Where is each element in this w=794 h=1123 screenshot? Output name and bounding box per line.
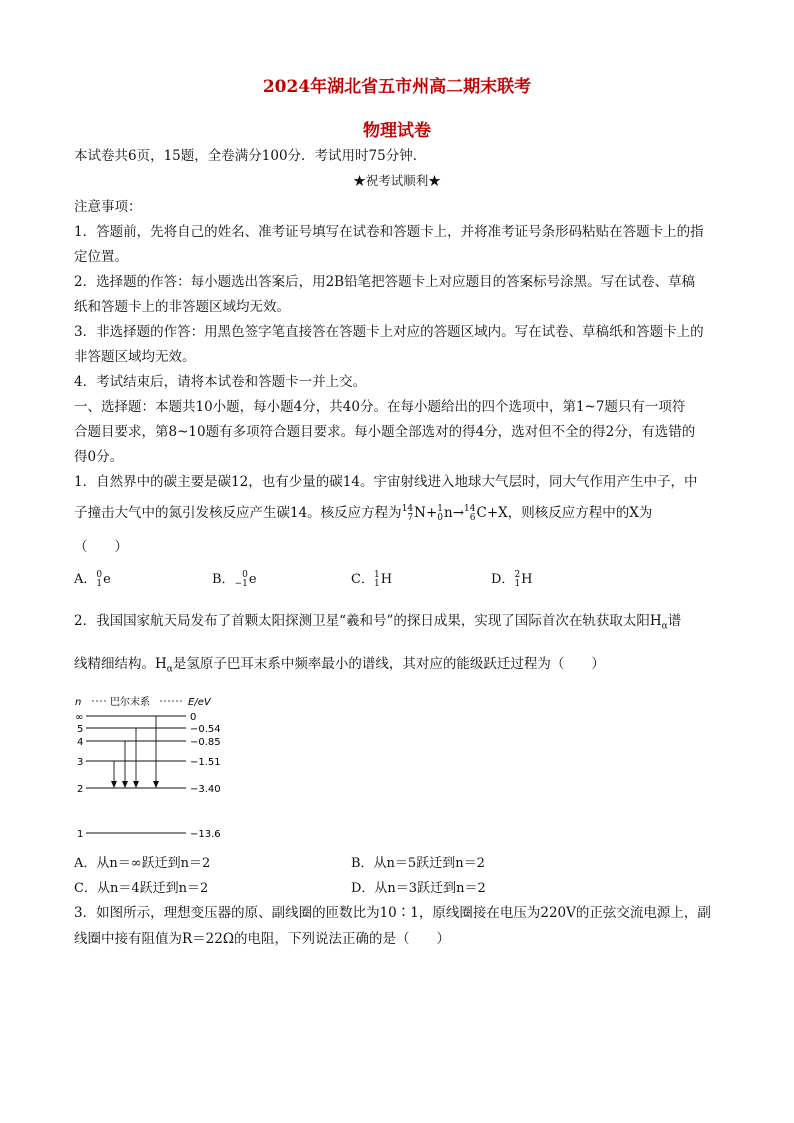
nitrogen-symbol: N (414, 505, 426, 521)
q1-stem-text: 子撞击大气中的氮引发核反应产生碳14。核反应方程为 (74, 505, 402, 521)
q1-option-c[interactable]: C． 1 1 H (351, 569, 393, 589)
q2-option-c[interactable]: C．从n＝4跃迁到n＝2 (74, 881, 209, 896)
notice-line: 2．选择题的作答：每小题选出答案后，用2B铅笔把答题卡上对应题目的答案标号涂黑。写在试卷、草稿 (74, 274, 696, 290)
q1-stem-line2 (74, 503, 724, 523)
svg-text:2: 2 (77, 784, 84, 795)
energy-level-diagram (72, 692, 232, 847)
exam-subtitle: 物理试卷 (363, 121, 431, 141)
svg-text:1: 1 (77, 829, 84, 840)
axis-n-label: n (75, 697, 82, 708)
product-x: +X (486, 505, 508, 521)
transition-arrows (111, 716, 159, 788)
q1-answer-blank: （ ） (74, 539, 128, 555)
q1-stem-tail: ，则核反应方程中的X为 (507, 505, 653, 521)
q1-option-a[interactable]: A． 0 1 e (74, 569, 111, 589)
svg-text:−3.40: −3.40 (190, 784, 221, 795)
neutron-symbol: n (444, 505, 453, 521)
exam-info: 本试卷共6页，15题，全卷满分100分．考试用时75分钟． (74, 148, 427, 164)
level-infinity (75, 712, 196, 723)
nitrogen-nuclide-numbers: 14 7 (401, 503, 414, 523)
notice-line: 4．考试结束后，请将本试卷和答题卡一并上交。 (74, 374, 367, 390)
exam-title: 2024年湖北省五市州高二期末联考 (262, 77, 532, 97)
q3-stem-line2: 线圈中接有阻值为R＝22Ω的电阻，下列说法正确的是（ ） (74, 931, 451, 947)
q2-option-b[interactable]: B．从n＝5跃迁到n＝2 (351, 856, 485, 871)
level-2 (77, 784, 221, 795)
svg-text:4: 4 (77, 737, 84, 748)
svg-text:−0.85: −0.85 (190, 737, 221, 748)
q3-stem-line1: 3．如图所示，理想变压器的原、副线圈的匝数比为10∶1，原线圈接在电压为220V的正弦交流电源上，副 (74, 905, 711, 921)
svg-text:3: 3 (77, 757, 84, 768)
q2-option-d[interactable]: D．从n＝3跃迁到n＝2 (351, 881, 486, 896)
series-label: 巴尔末系 (110, 697, 150, 708)
plus-sign: + (425, 505, 438, 521)
q2-option-a[interactable]: A．从n＝∞跃迁到n＝2 (74, 856, 211, 871)
wish-text: ★祝考试顺利★ (353, 173, 441, 188)
svg-text:∞: ∞ (75, 712, 84, 723)
q1-option-b[interactable]: B． 0 −1 e (212, 569, 257, 589)
notice-line: 非答题区域均无效。 (74, 349, 196, 365)
level-4 (77, 737, 221, 748)
q2-stem-line2: 线精细结构。$H_\alpha$是氢原子巴耳末系中频率最小的谱线，其对应的能级跃迁过程为（ ） (74, 656, 605, 675)
svg-text:−0.54: −0.54 (190, 724, 221, 735)
notice-line: 1．答题前，先将自己的姓名、准考证号填写在试卷和答题卡上，并将准考证号条形码粘贴在答题卡上的指 (74, 224, 704, 240)
q1-stem-line1: 1．自然界中的碳主要是碳12，也有少量的碳14。宇宙射线进入地球大气层时，同大气作用产生中子，中 (74, 474, 698, 490)
level-5 (77, 724, 221, 735)
section-heading: 合题目要求，第8~10题有多项符合题目要求。每小题全部选对的得4分，选对但不全的得2分，有选错的 (74, 424, 696, 440)
section-heading: 一、选择题：本题共10小题，每小题4分，共40分。在每小题给出的四个选项中，第1~7题只有一项符 (74, 399, 686, 415)
carbon-nuclide-numbers: 14 6 (464, 503, 476, 523)
q2-stem-line1: 2．我国国家航天局发布了首颗太阳探测卫星“羲和号”的探日成果，实现了国际首次在轨获取太阳$H_\alpha$谱 (74, 613, 682, 632)
svg-text:0: 0 (190, 712, 197, 723)
level-1 (77, 829, 221, 840)
svg-text:5: 5 (77, 724, 84, 735)
section-heading: 得0分。 (74, 449, 124, 465)
notice-title: 注意事项： (74, 199, 142, 215)
notice-line: 3．非选择题的作答：用黑色签字笔直接答在答题卡上对应的答题区域内。写在试卷、草稿纸和答题卡上的 (74, 324, 704, 340)
axis-e-label: E/eV (188, 697, 211, 708)
notice-line: 纸和答题卡上的非答题区域均无效。 (74, 299, 290, 315)
neutron-numbers: 1 0 (437, 503, 443, 523)
notice-line: 定位置。 (74, 249, 128, 265)
reaction-arrow: → (452, 505, 465, 521)
level-3 (77, 757, 221, 768)
q1-option-d[interactable]: D． 2 1 H (491, 569, 533, 589)
svg-text:−1.51: −1.51 (190, 757, 221, 768)
svg-text:−13.6: −13.6 (190, 829, 221, 840)
carbon-symbol: C (476, 505, 487, 521)
